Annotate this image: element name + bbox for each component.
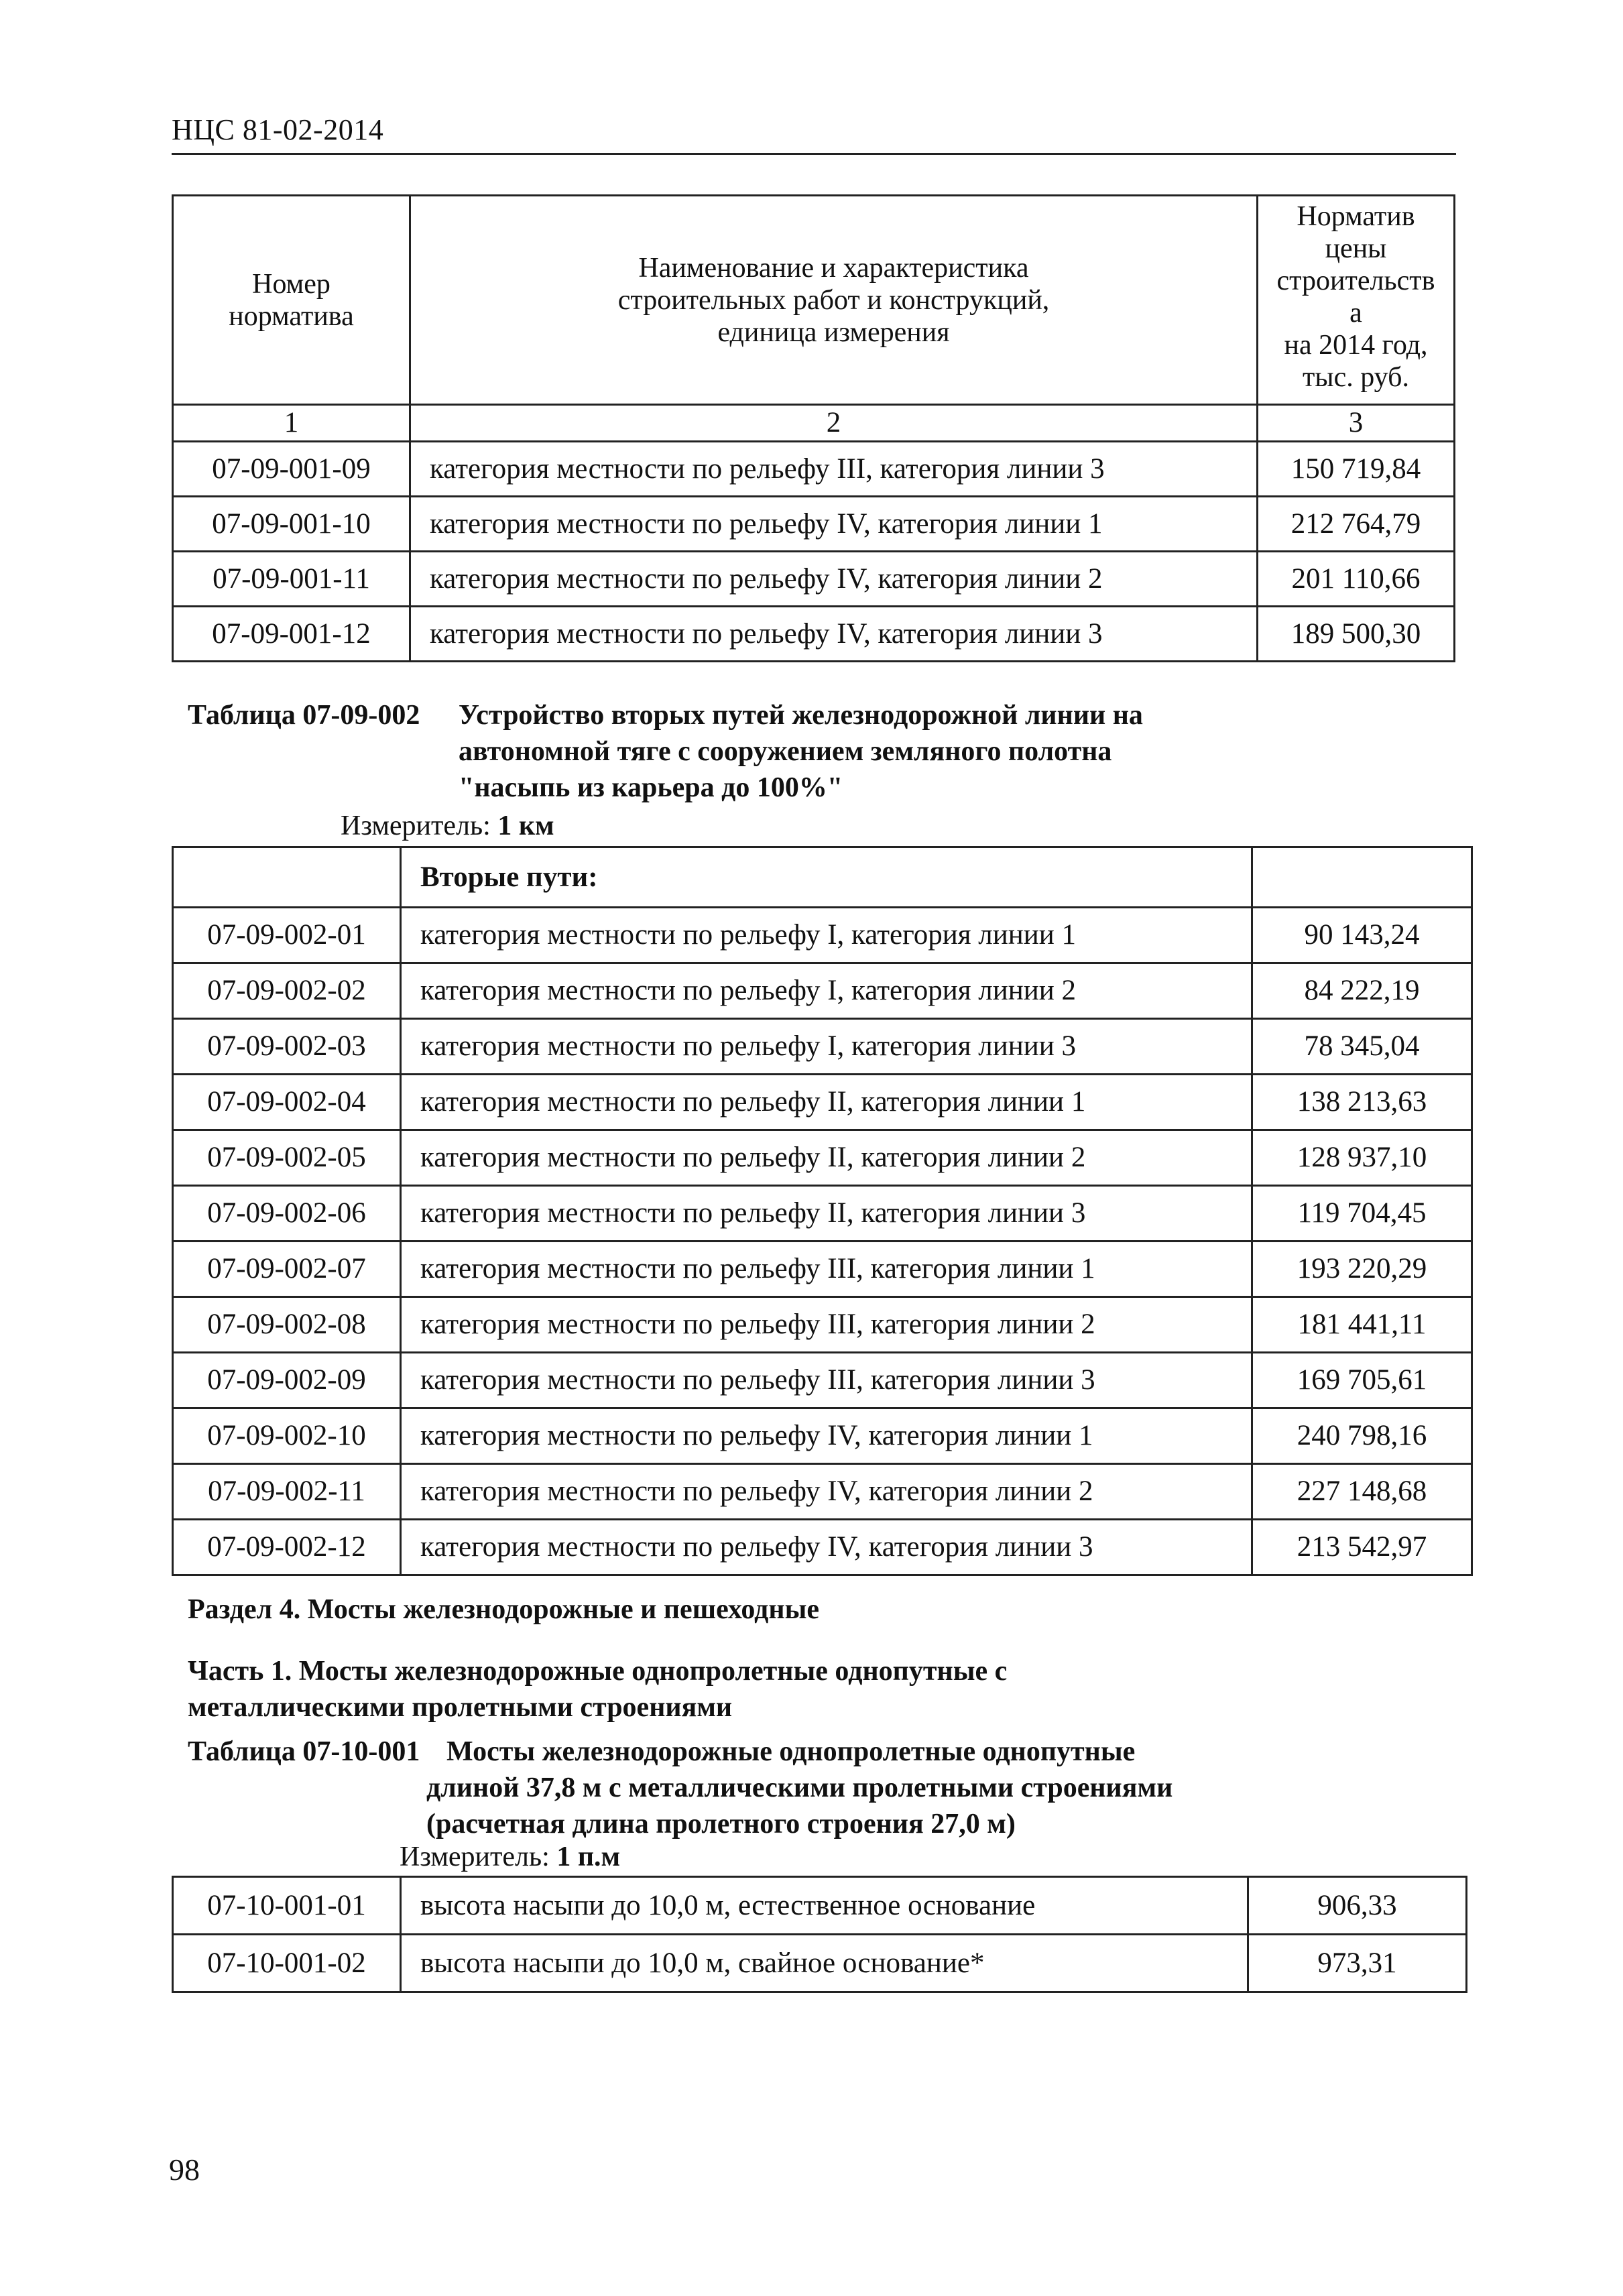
- norm-description: категория местности по рельефу IV, категория линии 1: [401, 1408, 1252, 1464]
- norm-description: категория местности по рельефу II, категория линии 2: [401, 1130, 1252, 1186]
- norm-price: 973,31: [1248, 1935, 1467, 1992]
- norms-table-07-10-001: [172, 1876, 1467, 1993]
- norm-price: 201 110,66: [1258, 552, 1455, 607]
- norm-code: 07-09-001-09: [173, 442, 410, 497]
- norm-price: 227 148,68: [1252, 1464, 1472, 1520]
- norm-price: 90 143,24: [1252, 908, 1472, 963]
- table-title-line: (расчетная длина пролетного строения 27,0 м): [426, 1809, 1016, 1839]
- norm-code: 07-09-002-05: [173, 1130, 401, 1186]
- norm-description: категория местности по рельефу IV, категория линии 1: [410, 497, 1258, 552]
- norm-price: 78 345,04: [1252, 1019, 1472, 1075]
- norm-price: 169 705,61: [1252, 1353, 1472, 1408]
- norm-code: 07-09-001-11: [173, 552, 410, 607]
- norm-code: 07-09-002-08: [173, 1297, 401, 1353]
- table-title-prefix: Таблица 07-10-001: [188, 1736, 420, 1767]
- measure-value: 1 п.м: [556, 1841, 621, 1872]
- table-title-line: Мосты железнодорожные однопролетные однопутные: [446, 1736, 1136, 1767]
- column-header-description: Наименование и характеристика строительных работ и конструкций, единица измерения: [410, 196, 1258, 405]
- norm-description: категория местности по рельефу I, категория линии 2: [401, 963, 1252, 1019]
- table-row: [173, 1242, 1472, 1297]
- column-header-price: Норматив цены строительств а на 2014 год, тыс. руб.: [1258, 196, 1455, 405]
- norm-price: 193 220,29: [1252, 1242, 1472, 1297]
- norm-description: категория местности по рельефу I, категория линии 3: [401, 1019, 1252, 1075]
- norm-price: 212 764,79: [1258, 497, 1455, 552]
- norm-price: 213 542,97: [1252, 1520, 1472, 1575]
- norm-code: 07-10-001-01: [173, 1877, 401, 1935]
- table-header-row: [173, 196, 1455, 405]
- table-row: [173, 1520, 1472, 1575]
- norm-price: 906,33: [1248, 1877, 1467, 1935]
- norm-price: 150 719,84: [1258, 442, 1455, 497]
- section-label: Вторые пути:: [401, 847, 1252, 908]
- document-code: НЦС 81-02-2014: [172, 113, 384, 146]
- norm-price: 138 213,63: [1252, 1075, 1472, 1130]
- norm-code: 07-09-002-03: [173, 1019, 401, 1075]
- part-title-line: металлическими пролетными строениями: [188, 1692, 733, 1723]
- column-number: 2: [410, 405, 1258, 442]
- table-row: [173, 1019, 1472, 1075]
- norm-code: 07-09-002-07: [173, 1242, 401, 1297]
- norm-description: высота насыпи до 10,0 м, свайное основание*: [401, 1935, 1248, 1992]
- norm-code: 07-09-002-12: [173, 1520, 401, 1575]
- norms-table-07-09-001: [172, 194, 1455, 662]
- column-number: 3: [1258, 405, 1455, 442]
- norm-code: 07-09-002-04: [173, 1075, 401, 1130]
- norm-description: категория местности по рельефу IV, категория линии 2: [410, 552, 1258, 607]
- norm-code: 07-09-002-06: [173, 1186, 401, 1242]
- norm-code: 07-09-002-10: [173, 1408, 401, 1464]
- table-row: [173, 1408, 1472, 1464]
- table-title-prefix: Таблица 07-09-002: [188, 700, 420, 731]
- norm-description: категория местности по рельефу IV, категория линии 3: [410, 607, 1258, 662]
- norm-description: категория местности по рельефу I, категория линии 1: [401, 908, 1252, 963]
- norm-description: категория местности по рельефу III, категория линии 3: [401, 1353, 1252, 1408]
- norm-price: 181 441,11: [1252, 1297, 1472, 1353]
- norm-code: 07-09-001-12: [173, 607, 410, 662]
- header-rule: [172, 153, 1456, 155]
- norm-price: 84 222,19: [1252, 963, 1472, 1019]
- norm-price: 240 798,16: [1252, 1408, 1472, 1464]
- table-title-line: Устройство вторых путей железнодорожной линии на: [459, 700, 1143, 731]
- table-row: [173, 1464, 1472, 1520]
- table-title-line: автономной тяге с сооружением земляного полотна: [459, 736, 1112, 767]
- section-title: Раздел 4. Мосты железнодорожные и пешеходные: [188, 1594, 820, 1625]
- norm-description: категория местности по рельефу II, категория линии 1: [401, 1075, 1252, 1130]
- table-row: [173, 497, 1455, 552]
- norm-price: 119 704,45: [1252, 1186, 1472, 1242]
- column-numbers-row: [173, 405, 1455, 442]
- table-title-line: "насыпь из карьера до 100%": [459, 772, 843, 803]
- table-row: [173, 1075, 1472, 1130]
- norm-description: высота насыпи до 10,0 м, естественное основание: [401, 1877, 1248, 1935]
- norm-code: 07-09-001-10: [173, 497, 410, 552]
- norm-description: категория местности по рельефу III, категория линии 3: [410, 442, 1258, 497]
- norm-price: 128 937,10: [1252, 1130, 1472, 1186]
- table-row: [173, 1877, 1467, 1935]
- empty-cell: [1252, 847, 1472, 908]
- table-title-line: длиной 37,8 м с металлическими пролетными строениями: [426, 1772, 1173, 1803]
- measure-unit: [341, 810, 554, 842]
- table-row: [173, 552, 1455, 607]
- norm-code: 07-10-001-02: [173, 1935, 401, 1992]
- norm-description: категория местности по рельефу IV, категория линии 3: [401, 1520, 1252, 1575]
- norm-code: 07-09-002-09: [173, 1353, 401, 1408]
- table-row: [173, 1935, 1467, 1992]
- norms-table-07-09-002: [172, 846, 1473, 1576]
- table-row: [173, 963, 1472, 1019]
- section-row: [173, 847, 1472, 908]
- table-row: [173, 607, 1455, 662]
- column-header-code: Номер норматива: [173, 196, 410, 405]
- table-row: [173, 1297, 1472, 1353]
- table-row: [173, 1130, 1472, 1186]
- measure-label: Измеритель:: [341, 810, 491, 841]
- measure-label: Измеритель:: [400, 1841, 550, 1872]
- column-number: 1: [173, 405, 410, 442]
- norm-description: категория местности по рельефу II, категория линии 3: [401, 1186, 1252, 1242]
- norm-description: категория местности по рельефу III, категория линии 2: [401, 1297, 1252, 1353]
- table-row: [173, 442, 1455, 497]
- table-row: [173, 1186, 1472, 1242]
- part-title-line: Часть 1. Мосты железнодорожные однопролетные однопутные с: [188, 1656, 1008, 1687]
- norm-description: категория местности по рельефу IV, категория линии 2: [401, 1464, 1252, 1520]
- page-number: 98: [169, 2153, 200, 2187]
- norm-code: 07-09-002-01: [173, 908, 401, 963]
- measure-value: 1 км: [497, 810, 554, 841]
- norm-code: 07-09-002-02: [173, 963, 401, 1019]
- norm-description: категория местности по рельефу III, категория линии 1: [401, 1242, 1252, 1297]
- measure-unit: [400, 1841, 620, 1873]
- norm-price: 189 500,30: [1258, 607, 1455, 662]
- table-row: [173, 1353, 1472, 1408]
- norm-code: 07-09-002-11: [173, 1464, 401, 1520]
- empty-cell: [173, 847, 401, 908]
- table-row: [173, 908, 1472, 963]
